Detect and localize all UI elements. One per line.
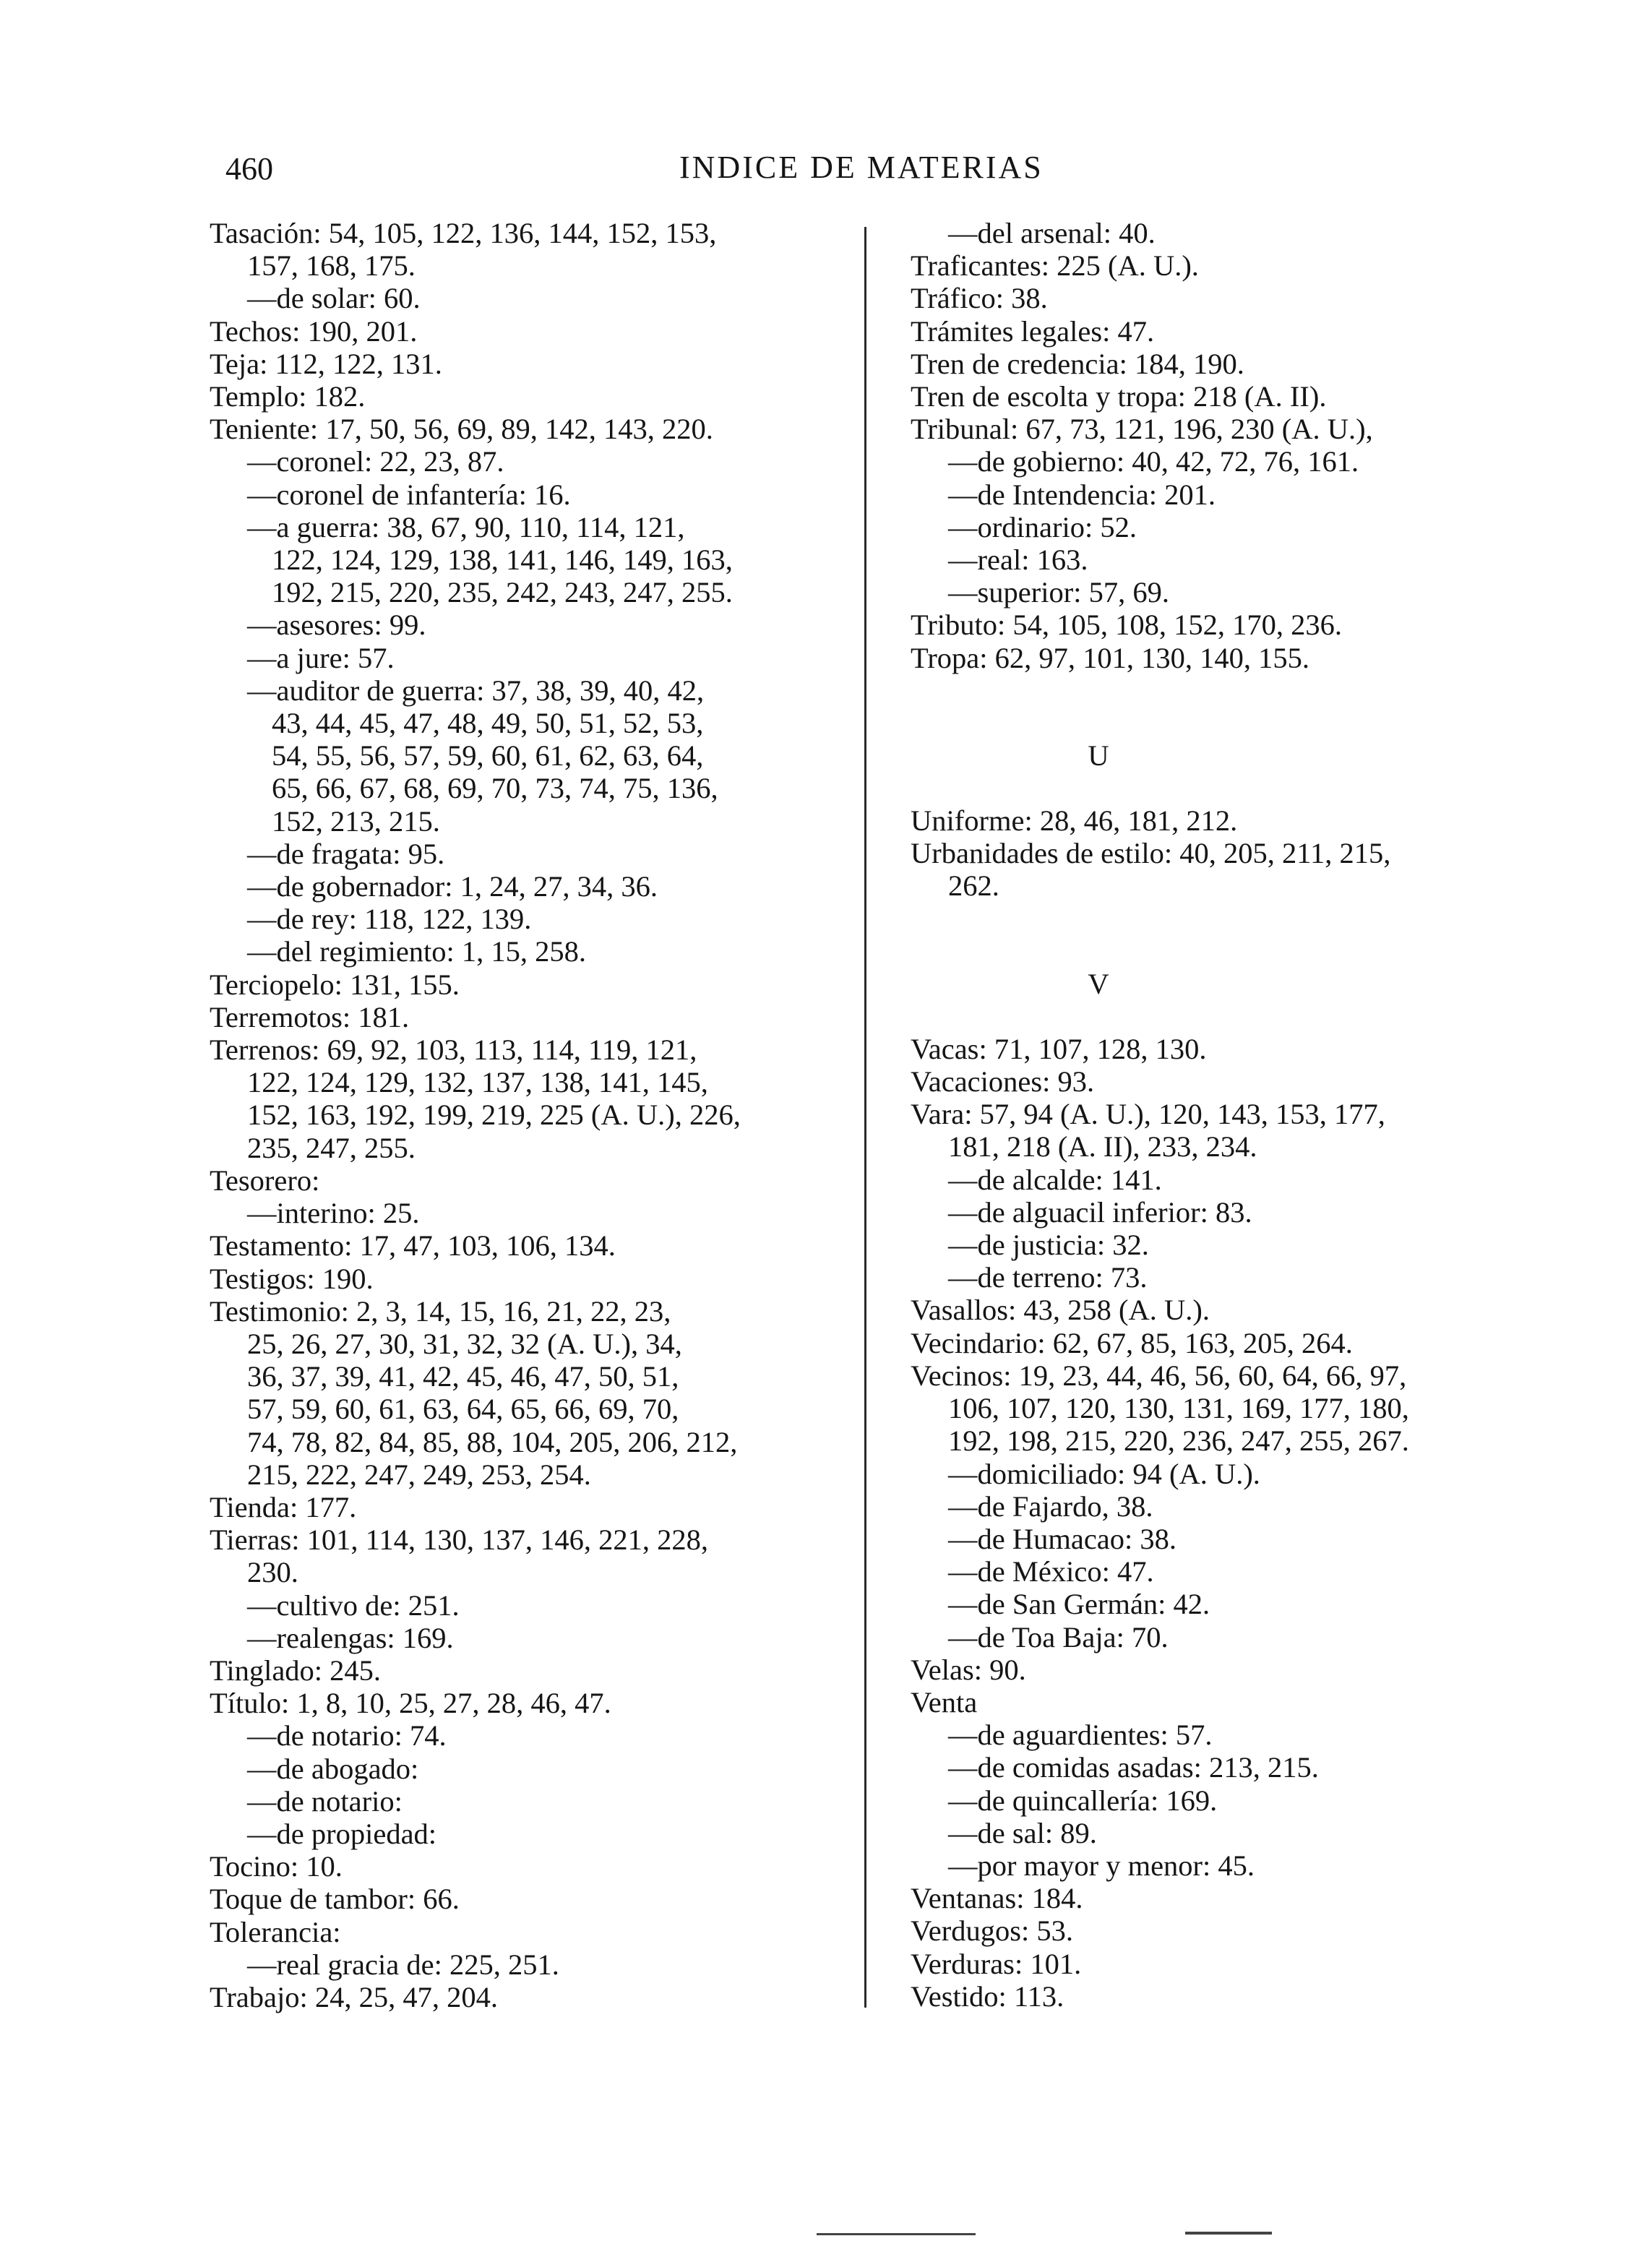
index-entry-line: Templo: 182.: [210, 380, 366, 413]
index-entry-line: 230.: [247, 1556, 298, 1589]
index-entry-line: 262.: [948, 869, 999, 903]
index-entry-line: —de propiedad:: [247, 1817, 437, 1850]
section-letter-v: V: [1088, 967, 1109, 1000]
index-entry-line: —de Humacao: 38.: [948, 1522, 1177, 1555]
index-entry-line: Terremotos: 181.: [210, 1000, 410, 1033]
index-entry-line: Tierras: 101, 114, 130, 137, 146, 221, 228,: [210, 1523, 709, 1557]
index-entry-line: Tienda: 177.: [210, 1490, 357, 1523]
index-entry-line: 192, 215, 220, 235, 242, 243, 247, 255.: [272, 576, 733, 609]
index-entry-line: —de notario:: [247, 1784, 403, 1818]
t-continuation-entries: [911, 217, 1575, 674]
index-entry-line: Verdugos: 53.: [911, 1914, 1073, 1948]
index-entry-line: —de quincallería: 169.: [948, 1784, 1218, 1817]
index-entry-line: —del arsenal: 40.: [948, 217, 1156, 249]
index-entry-line: 215, 222, 247, 249, 253, 254.: [247, 1458, 591, 1491]
index-column-left: [210, 217, 860, 2013]
index-entry-line: Tocino: 10.: [210, 1850, 343, 1883]
index-entry-line: —interino: 25.: [247, 1197, 420, 1230]
index-entry-line: 54, 55, 56, 57, 59, 60, 61, 62, 63, 64,: [272, 739, 704, 773]
section-v-entries: [911, 1033, 1575, 2013]
index-entry-line: Título: 1, 8, 10, 25, 27, 28, 46, 47.: [210, 1687, 611, 1720]
index-entry-line: 192, 198, 215, 220, 236, 247, 255, 267.: [948, 1424, 1409, 1458]
index-entry-line: Teniente: 17, 50, 56, 69, 89, 142, 143, 220.: [210, 413, 713, 446]
index-entry-line: Traficantes: 225 (A. U.).: [911, 249, 1199, 283]
index-entry-line: 65, 66, 67, 68, 69, 70, 73, 74, 75, 136,: [272, 772, 718, 805]
index-entry-line: —de terreno: 73.: [948, 1261, 1148, 1294]
index-entry-line: 235, 247, 255.: [247, 1131, 416, 1164]
index-entry-line: 157, 168, 175.: [247, 249, 416, 283]
index-entry-line: —auditor de guerra: 37, 38, 39, 40, 42,: [247, 674, 705, 707]
section-gap: [911, 674, 1575, 739]
index-entry-line: Testimonio: 2, 3, 14, 15, 16, 21, 22, 23,: [210, 1294, 671, 1328]
index-entry-line: —de Intendencia: 201.: [948, 478, 1216, 511]
index-entry-line: —realengas: 169.: [247, 1621, 454, 1654]
index-entry-line: 74, 78, 82, 84, 85, 88, 104, 205, 206, 212,: [247, 1425, 738, 1458]
scan-mark: [817, 2233, 976, 2235]
index-entry-line: —de comidas asadas: 213, 215.: [948, 1751, 1319, 1784]
index-entry-line: Vacaciones: 93.: [911, 1065, 1095, 1098]
index-entry-line: Trabajo: 24, 25, 47, 204.: [210, 1980, 499, 2013]
scan-mark: [1185, 2232, 1272, 2235]
index-entry-line: 43, 44, 45, 47, 48, 49, 50, 51, 52, 53,: [272, 707, 704, 740]
index-entry-line: —del regimiento: 1, 15, 258.: [247, 935, 587, 968]
index-entry-line: Velas: 90.: [911, 1653, 1026, 1686]
page-number: 460: [225, 151, 273, 186]
index-entry-line: Vecinos: 19, 23, 44, 46, 56, 60, 64, 66, 97,: [911, 1359, 1407, 1392]
index-entry-line: Tinglado: 245.: [210, 1654, 382, 1687]
index-entry-line: —de justicia: 32.: [948, 1229, 1149, 1262]
index-entry-line: Terciopelo: 131, 155.: [210, 968, 460, 1001]
index-entry-line: —a guerra: 38, 67, 90, 110, 114, 121,: [247, 510, 685, 543]
index-entry-line: —real gracia de: 225, 251.: [247, 1948, 559, 1981]
index-entry-line: —asesores: 99.: [247, 609, 426, 642]
section-gap: [911, 1000, 1575, 1033]
index-entry-line: —coronel: 22, 23, 87.: [247, 445, 504, 478]
index-entry-line: Tolerancia:: [210, 1915, 341, 1948]
index-entry-line: 57, 59, 60, 61, 63, 64, 65, 66, 69, 70,: [247, 1393, 679, 1426]
index-entry-line: Testamento: 17, 47, 103, 106, 134.: [210, 1229, 616, 1263]
index-entry-line: —superior: 57, 69.: [948, 576, 1169, 609]
running-title: INDICE DE MATERIAS: [679, 150, 1044, 185]
index-entry-line: 36, 37, 39, 41, 42, 45, 46, 47, 50, 51,: [247, 1360, 679, 1393]
index-entry-line: —a jure: 57.: [247, 641, 395, 674]
index-entry-line: —ordinario: 52.: [948, 510, 1137, 543]
index-entry-line: Tren de credencia: 184, 190.: [911, 347, 1244, 380]
section-letter-u: U: [1088, 739, 1109, 772]
index-entry-line: Vacas: 71, 107, 128, 130.: [911, 1032, 1207, 1065]
index-entry-line: Uniforme: 28, 46, 181, 212.: [911, 804, 1238, 838]
index-entry-line: 152, 213, 215.: [272, 804, 440, 838]
section-gap: [911, 903, 1575, 968]
index-entry-line: —real: 163.: [948, 543, 1088, 577]
index-entry-line: —de rey: 118, 122, 139.: [247, 903, 532, 936]
index-entry-line: Vara: 57, 94 (A. U.), 120, 143, 153, 177,: [911, 1098, 1385, 1131]
index-entry-line: Ventanas: 184.: [911, 1882, 1083, 1915]
index-entry-line: Tributo: 54, 105, 108, 152, 170, 236.: [911, 609, 1343, 642]
index-entry-line: Tropa: 62, 97, 101, 130, 140, 155.: [911, 641, 1310, 674]
column-divider: [864, 227, 866, 2008]
index-entry-line: 25, 26, 27, 30, 31, 32, 32 (A. U.), 34,: [247, 1327, 682, 1360]
index-entry-line: 181, 218 (A. II), 233, 234.: [948, 1130, 1257, 1164]
index-entry-line: Vasallos: 43, 258 (A. U.).: [911, 1294, 1210, 1327]
index-entry-line: Techos: 190, 201.: [210, 314, 418, 348]
index-entry-line: —de alguacil inferior: 83.: [948, 1195, 1252, 1229]
index-entry-line: Teja: 112, 122, 131.: [210, 347, 442, 380]
index-entry-line: —de San Germán: 42.: [948, 1588, 1210, 1621]
index-entry-line: Trámites legales: 47.: [911, 314, 1155, 348]
index-column-right: [911, 217, 1575, 2013]
index-entry-line: —coronel de infantería: 16.: [247, 478, 571, 511]
index-entry-line: Tráfico: 38.: [911, 282, 1048, 315]
index-entry-line: Urbanidades de estilo: 40, 205, 211, 215,: [911, 837, 1391, 870]
index-entry-line: —de Fajardo, 38.: [948, 1489, 1153, 1523]
index-entry-line: Venta: [911, 1685, 978, 1719]
index-entry-line: —de gobernador: 1, 24, 27, 34, 36.: [247, 870, 658, 903]
index-entry-line: Testigos: 190.: [210, 1262, 374, 1295]
index-entry-line: —de abogado:: [247, 1752, 419, 1785]
index-entry-line: 122, 124, 129, 132, 137, 138, 141, 145,: [247, 1066, 708, 1099]
index-entry-line: —de aguardientes: 57.: [948, 1719, 1213, 1752]
index-entry-line: Tesorero:: [210, 1164, 320, 1197]
index-entry-line: Tren de escolta y tropa: 218 (A. II).: [911, 380, 1327, 413]
index-entry-line: —de Toa Baja: 70.: [948, 1620, 1169, 1654]
index-entry-line: 152, 163, 192, 199, 219, 225 (A. U.), 226,: [247, 1098, 741, 1132]
index-entry-line: Verduras: 101.: [911, 1947, 1082, 1980]
index-entry-line: Vecindario: 62, 67, 85, 163, 205, 264.: [911, 1326, 1353, 1359]
section-gap: [911, 772, 1575, 804]
section-u-entries: [911, 804, 1575, 903]
index-entry-line: —de notario: 74.: [247, 1719, 447, 1753]
index-entry-line: —de alcalde: 141.: [948, 1163, 1162, 1196]
index-entry-line: —de solar: 60.: [247, 282, 421, 315]
index-entry-line: —por mayor y menor: 45.: [948, 1849, 1255, 1882]
index-entry-line: Vestido: 113.: [911, 1979, 1064, 2013]
index-entry-line: —de México: 47.: [948, 1555, 1154, 1588]
index-entry-line: —de fragata: 95.: [247, 837, 445, 870]
index-entry-line: —domiciliado: 94 (A. U.).: [948, 1457, 1260, 1490]
index-entry-line: Toque de tambor: 66.: [210, 1883, 460, 1916]
index-entry-line: Terrenos: 69, 92, 103, 113, 114, 119, 121,: [210, 1033, 697, 1067]
index-entry-line: Tasación: 54, 105, 122, 136, 144, 152, 153,: [210, 217, 717, 249]
index-entry-line: —de gobierno: 40, 42, 72, 76, 161.: [948, 445, 1359, 478]
index-entry-line: 106, 107, 120, 130, 131, 169, 177, 180,: [948, 1392, 1409, 1425]
index-entry-line: Tribunal: 67, 73, 121, 196, 230 (A. U.),: [911, 413, 1373, 446]
index-entry-line: —cultivo de: 251.: [247, 1588, 460, 1622]
index-entry-line: —de sal: 89.: [948, 1816, 1097, 1849]
index-entry-line: 122, 124, 129, 138, 141, 146, 149, 163,: [272, 543, 733, 577]
